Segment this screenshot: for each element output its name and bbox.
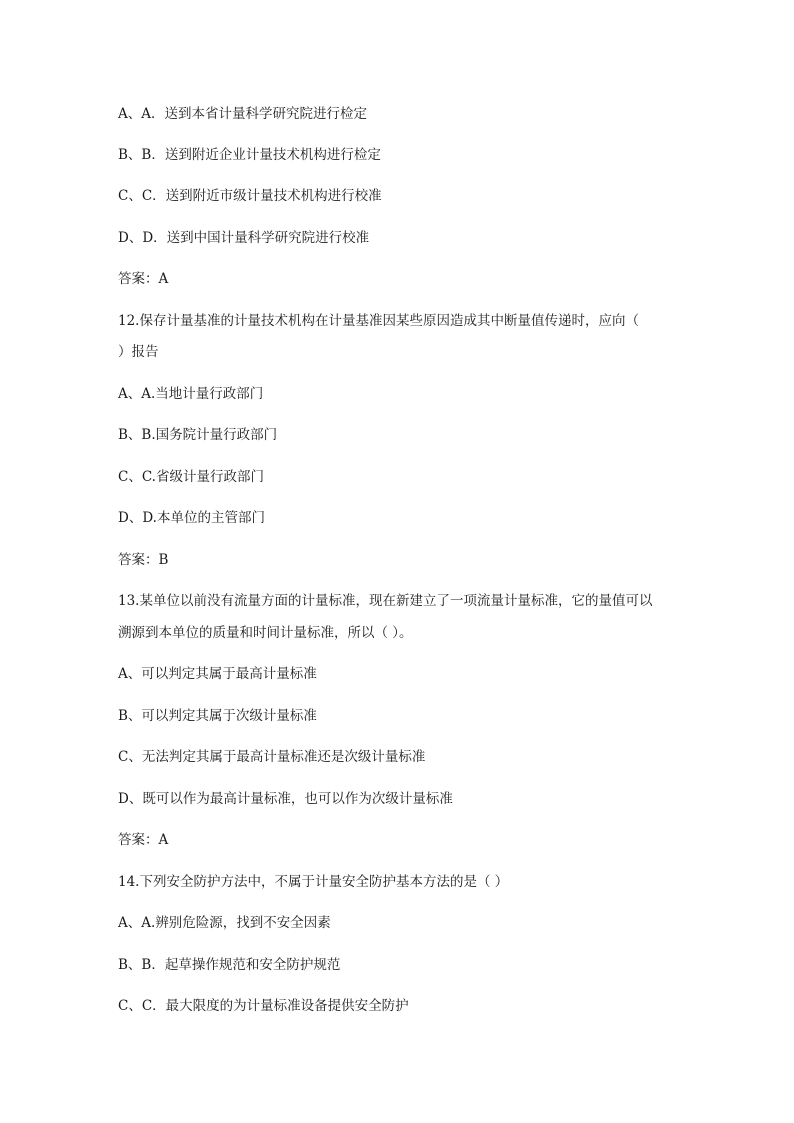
question-line: 14.下列安全防护方法中，不属于计量安全防护基本方法的是（ ） bbox=[118, 874, 509, 890]
question-line: ）报告 bbox=[118, 344, 159, 360]
option-line: A、A.当地计量行政部门 bbox=[118, 386, 264, 402]
option-line: C、C．送到附近市级计量技术机构进行校准 bbox=[118, 188, 382, 204]
option-line: D、D.本单位的主管部门 bbox=[118, 510, 265, 526]
option-line: A、A．送到本省计量科学研究院进行检定 bbox=[118, 106, 367, 122]
answer-line: 答案：B bbox=[118, 552, 169, 568]
option-line: D、既可以作为最高计量标准，也可以作为次级计量标准 bbox=[118, 791, 453, 807]
answer-line: 答案：A bbox=[118, 832, 169, 848]
question-line: 13.某单位以前没有流量方面的计量标准，现在新建立了一项流量计量标准，它的量值可以 bbox=[118, 593, 653, 609]
option-line: D、D．送到中国计量科学研究院进行校准 bbox=[118, 230, 370, 246]
question-line: 12.保存计量基准的计量技术机构在计量基准因某些原因造成其中断量值传递时，应向（ bbox=[118, 313, 639, 329]
option-line: C、C.省级计量行政部门 bbox=[118, 469, 264, 485]
question-line: 溯源到本单位的质量和时间计量标准，所以（ ）。 bbox=[118, 625, 413, 641]
option-line: B、可以判定其属于次级计量标准 bbox=[118, 708, 317, 724]
option-line: B、B．起草操作规范和安全防护规范 bbox=[118, 957, 341, 973]
option-line: B、B.国务院计量行政部门 bbox=[118, 427, 278, 443]
option-line: C、C．最大限度的为计量标准设备提供安全防护 bbox=[118, 998, 409, 1014]
answer-line: 答案：A bbox=[118, 271, 169, 287]
option-line: C、无法判定其属于最高计量标准还是次级计量标准 bbox=[118, 749, 426, 765]
option-line: A、A.辨别危险源，找到不安全因素 bbox=[118, 915, 331, 931]
option-line: B、B．送到附近企业计量技术机构进行检定 bbox=[118, 147, 381, 163]
option-line: A、可以判定其属于最高计量标准 bbox=[118, 666, 317, 682]
